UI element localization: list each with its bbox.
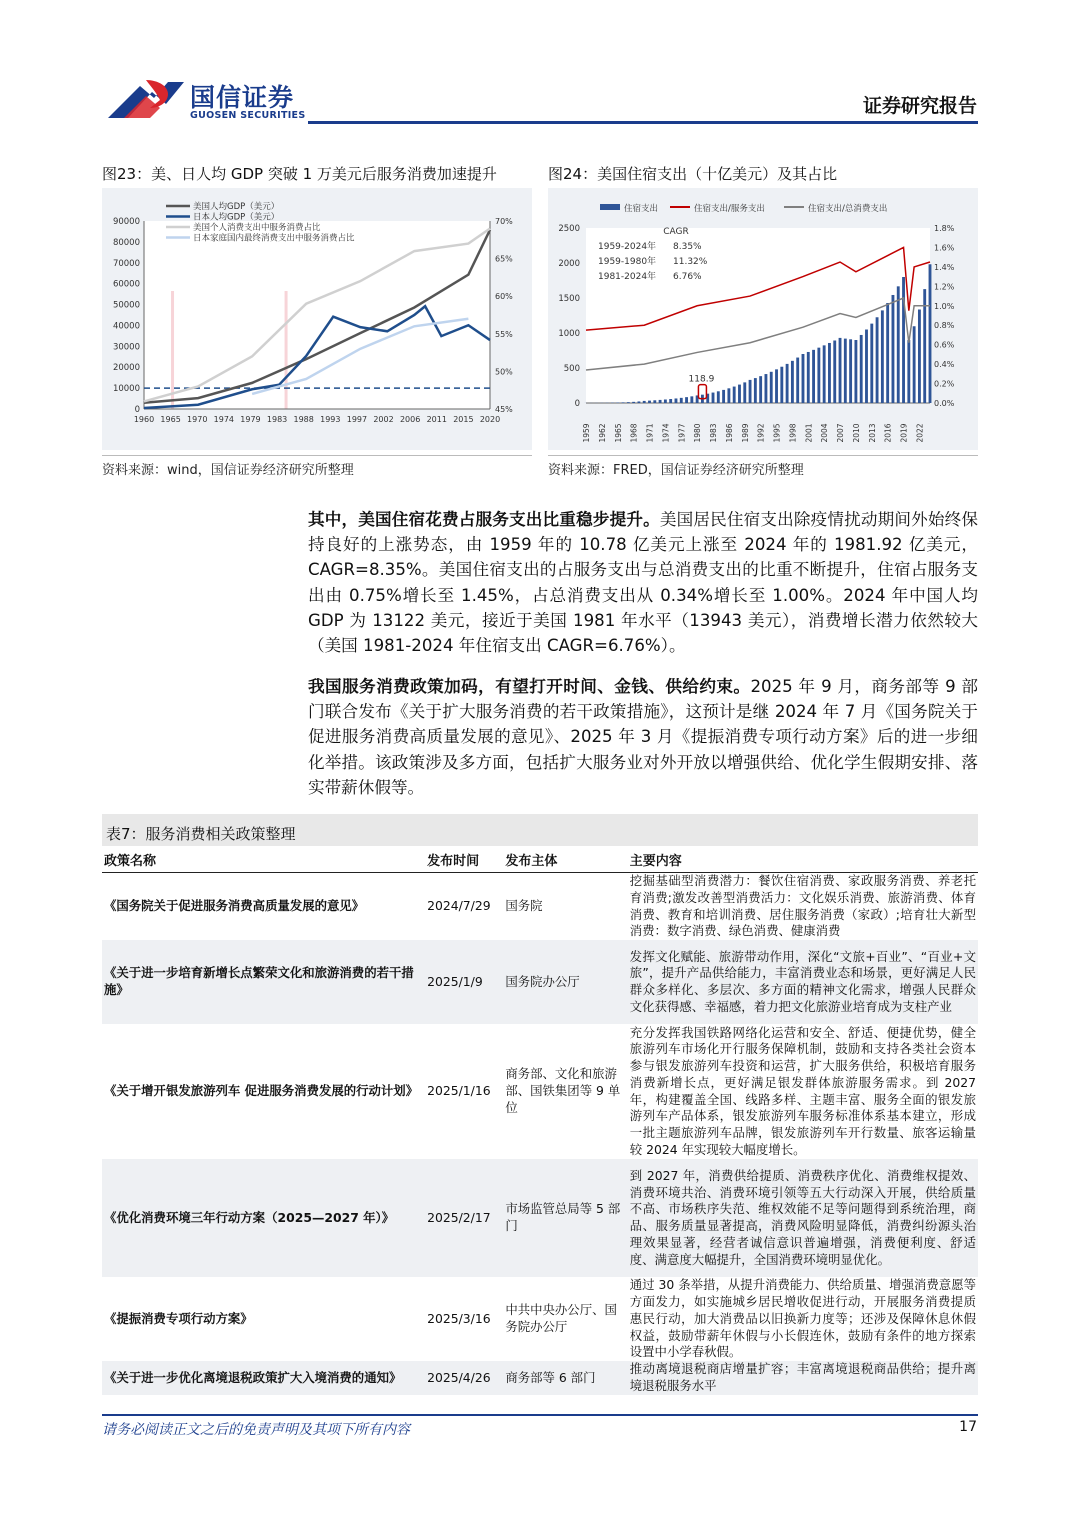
bar-1985 [722,390,725,403]
bar-1970 [643,401,646,403]
disclaimer-note: 请务必阅读正文之后的免责声明及其项下所有内容 [102,1422,410,1438]
policy-name: 《关于进一步优化离境退税政策扩大入境消费的通知》 [102,1361,425,1395]
bar-2007 [839,338,842,403]
x-tick-label: 2016 [883,423,893,443]
x-tick-label: 2015 [453,415,474,424]
policy-content: 发挥文化赋能、旅游带动作用，深化“文旅+百业”、“百业+文旅”，提升产品供给能力，丰富消费业态和场景，更好满足人民群众多样化、多层次、多方面的精神文化需求，增强人民群众文化获得感、幸福感，着力把文化旅游业培育成为支柱产业 [628,940,978,1024]
x-tick-label: 1960 [133,415,155,424]
bar-2002 [812,350,815,403]
bar-1974 [664,399,667,403]
policy-issuer: 商务部等 6 部门 [503,1361,627,1395]
bar-1973 [659,400,662,403]
y-right-tick-label: 0.6% [934,340,955,350]
x-tick-label: 1968 [629,423,639,443]
x-tick-label: 2022 [915,423,925,443]
x-tick-label: 1980 [693,423,703,443]
bar-2005 [828,343,831,403]
y-right-tick-label: 65% [495,254,513,264]
policy-name: 《国务院关于促进服务消费高质量发展的意见》 [102,873,425,941]
report-type-label: 证券研究报告 [862,95,977,117]
bar-1984 [717,391,720,403]
y-left-tick-label: 90000 [112,217,140,227]
y-left-tick-label: 2000 [558,259,580,269]
y-left-tick-label: 1000 [558,329,580,339]
y-left-tick-label: 500 [563,364,580,374]
bar-2019 [902,277,905,403]
x-tick-label: 1970 [187,415,208,424]
bar-2012 [865,330,868,403]
x-tick-label: 2002 [373,415,394,424]
bar-1979 [690,396,693,403]
bar-2006 [833,340,836,403]
policy-name: 《提振消费专项行动方案》 [102,1277,425,1361]
x-tick-label: 1988 [293,415,314,424]
x-tick-label: 1974 [213,415,235,424]
legend-swatch [600,204,620,210]
col-header-content: 主要内容 [628,847,978,873]
y-left-tick-label: 70000 [112,258,140,269]
bar-2014 [876,317,879,403]
y-left-tick-label: 0 [574,399,580,409]
bar-2013 [870,324,873,403]
y-right-tick-label: 45% [495,405,513,414]
policy-issuer: 商务部、文化和旅游部、国铁集团等 9 单位 [503,1024,627,1159]
bar-1969 [637,401,640,403]
header-divider [308,121,978,124]
bar-2008 [844,339,847,403]
y-left-tick-label: 80000 [112,237,140,248]
policy-issuer: 国务院 [503,873,627,941]
x-tick-label: 1965 [160,415,181,424]
figure-23-title: 图23：美、日人均 GDP 突破 1 万美元后服务消费加速提升 [102,165,497,183]
y-right-tick-label: 1.8% [934,224,955,233]
bar-2024 [929,264,932,403]
x-tick-label: 1977 [677,423,687,443]
table-row [102,1024,978,1159]
table-7-title: 表7：服务消费相关政策整理 [106,825,296,843]
legend-label: 美国个人消费支出中服务消费占比 [193,223,321,233]
guosen-logo-icon [106,78,186,122]
x-tick-label: 1965 [613,423,623,443]
bar-2021 [913,326,916,403]
cagr-row-value: 11.32% [673,257,708,267]
page-number: 17 [959,1419,977,1435]
col-header-date: 发布时间 [425,847,503,873]
legend-label: 住宿支出/服务支出 [694,204,765,214]
paragraph-2-text: 2025 年 9 月，商务部等 9 部门联合发布《关于扩大服务消费的若干政策措施》，这预计是继 2024 年 7 月《国务院关于促进服务消费高质量发展的意见》、2025 年 3 月《提振消费专项行动方案》后的进一步细化举措。该政策涉及多方面，包括扩大服务业对外开放以增强供给、优化学生假期安排、落实带薪休假等。 [308,677,979,797]
y-right-tick-label: 0.8% [934,321,955,331]
bar-1992 [759,376,762,403]
x-tick-label: 2010 [851,423,861,443]
legend-label: 日本家庭国内最终消费支出中服务消费占比 [193,233,355,244]
cagr-row-label: 1981-2024年 [598,272,657,282]
policy-date: 2025/2/17 [425,1159,503,1277]
table-row [102,1361,978,1395]
body-paragraph-2 [308,674,978,800]
policy-name: 《关于进一步培育新增长点繁荣文化和旅游消费的若干措施》 [102,940,425,1024]
policy-content: 通过 30 条举措，从提升消费能力、供给质量、增强消费意愿等方面发力，如实施城乡居民增收促进行动，开展服务消费提质惠民行动，加大消费品以旧换新力度等；还涉及保障休息休假权益，鼓励带薪年休假与小长假连休，鼓励有条件的地方探索设置中小学春秋假。 [629,1277,976,1360]
x-tick-label: 2004 [820,423,830,443]
bar-1977 [680,398,683,403]
x-tick-label: 1997 [346,415,368,424]
bar-2000 [802,354,805,403]
y-left-tick-label: 1500 [558,294,580,304]
x-tick-label: 2006 [399,415,421,424]
col-header-issuer: 发布主体 [503,847,627,873]
bar-2022 [918,310,921,403]
bar-1971 [648,401,651,403]
legend-label: 日本人均GDP（美元） [193,212,280,223]
x-tick-label: 1971 [645,423,655,443]
y-right-tick-label: 70% [495,217,513,226]
policy-content: 充分发挥我国铁路网络化运营和安全、舒适、便捷优势，健全旅游列车市场化开行服务保障机制，鼓励和支持各类社会资本参与银发旅游列车投资和运营，扩大服务供给，积极培育服务消费新增长点，更好满足银发群体旅游服务需求。到 2027 年，构建覆盖全国、线路多样、主题丰富、服务全面的银发旅游列车产品体系，银发旅游列车服务标准体系基本建立，形成一批主题旅游列车品牌，银发旅游列车开行数量、旅客运输量较 2024 年实现较大幅度增长。 [628,1024,978,1159]
bar-1989 [743,382,746,403]
x-tick-label: 1989 [740,423,750,443]
bar-1972 [653,400,656,403]
figure-24-source: 资料来源：FRED，国信证券经济研究所整理 [548,463,804,478]
legend-label: 住宿支出 [624,204,659,214]
x-tick-label: 1962 [597,423,607,443]
legend-label: 住宿支出/总消费支出 [808,204,888,214]
bar-2016 [886,303,889,403]
plot-area [144,221,490,409]
policy-date: 2025/3/16 [425,1277,503,1361]
bar-1999 [796,358,799,403]
bar-1990 [749,380,752,403]
x-tick-label: 1959 [582,423,591,443]
table-header-row [102,847,978,873]
bar-1995 [775,369,778,403]
table-7-title-bar [102,814,978,846]
bar-1976 [675,398,678,403]
figure-24-svg [548,188,978,450]
policy-issuer: 中共中央办公厅、国务院办公厅 [503,1277,627,1361]
bar-1978 [685,397,688,403]
y-right-tick-label: 1.0% [934,301,955,311]
paragraph-1-lead: 其中，美国住宿花费占服务支出比重稳步提升。 [308,510,660,529]
bar-1993 [765,374,768,403]
x-tick-label: 2011 [426,415,447,424]
x-tick-label: 2013 [867,423,877,443]
y-right-tick-label: 0.4% [934,360,955,370]
policy-date: 2025/1/9 [425,940,503,1024]
table-row [102,1277,978,1361]
body-paragraph-1 [308,507,978,658]
paragraph-2-lead: 我国服务消费政策加码，有望打开时间、金钱、供给约束。 [308,677,751,696]
x-tick-label: 1995 [772,423,782,443]
bar-annotation-1981: 118.9 [688,374,715,385]
footer-divider [102,1414,978,1416]
x-tick-label: 1979 [240,415,261,424]
y-right-tick-label: 1.6% [934,243,955,253]
bar-1987 [733,387,736,403]
bar-1997 [786,364,789,403]
figure-24-source-divider [548,455,978,456]
figure-24-chart [548,188,978,450]
policy-issuer: 市场监管总局等 5 部门 [503,1159,627,1277]
y-left-tick-label: 40000 [112,321,140,332]
figure-23-chart [102,188,532,450]
figure-23-svg [102,188,532,450]
cagr-row-value: 6.76% [673,272,702,282]
bar-2009 [849,339,852,403]
y-left-tick-label: 50000 [112,300,140,311]
x-tick-label: 2019 [899,423,909,443]
bar-2015 [881,310,884,403]
bar-2001 [807,352,810,403]
bar-2011 [860,335,863,403]
policy-date: 2025/1/16 [425,1024,503,1159]
x-tick-label: 1983 [709,423,719,443]
bar-1975 [669,399,672,403]
y-left-tick-label: 2500 [558,224,580,234]
y-right-tick-label: 0.2% [934,379,955,389]
logo-text-cn: 国信证券 [190,83,295,112]
bar-1991 [754,378,757,403]
figure-24-title: 图24：美国住宿支出（十亿美元）及其占比 [548,165,838,183]
y-left-tick-label: 10000 [112,384,140,395]
bar-1968 [632,402,635,403]
bar-1986 [727,388,730,403]
bar-1966 [622,402,625,403]
bar-1998 [791,361,794,403]
y-left-tick-label: 30000 [112,342,140,353]
bar-2018 [897,286,900,403]
policy-date: 2024/7/29 [425,873,503,941]
y-right-tick-label: 0.0% [934,399,955,408]
bar-2020 [907,340,910,403]
x-tick-label: 1983 [266,415,288,424]
page-header [0,0,1080,130]
highlight-band [171,291,174,409]
bar-1967 [627,402,630,403]
y-right-tick-label: 1.4% [934,262,955,272]
bar-2010 [854,340,857,403]
policy-content: 挖掘基础型消费潜力：餐饮住宿消费、家政服务消费、养老托育消费;激发改善型消费活力：文化娱乐消费、旅游消费、体育消费、教育和培训消费、居住服务消费（家政）;培育壮大新型消费：数字消费、绿色消费、健康消费 [629,873,976,939]
col-header-name: 政策名称 [102,847,425,873]
policy-content: 推动离境退税商店增量扩容；丰富离境退税商品供给；提升离境退税服务水平 [629,1361,976,1394]
x-tick-label: 2020 [479,415,501,424]
bar-1988 [738,385,741,403]
cagr-row-value: 8.35% [673,242,702,252]
table-row [102,873,978,941]
policy-date: 2025/4/26 [425,1361,503,1395]
highlight-band [285,291,288,409]
table-row [102,1159,978,1277]
x-tick-label: 1992 [756,423,766,443]
figure-23-source: 资料来源：wind，国信证券经济研究所整理 [102,463,354,478]
x-tick-label: 1974 [661,423,671,443]
cagr-row-label: 1959-2024年 [598,242,657,252]
x-tick-label: 1993 [320,415,341,424]
x-tick-label: 1986 [724,423,734,443]
cagr-row-label: 1959-1980年 [598,257,657,267]
x-tick-label: 2001 [804,423,814,443]
bar-2004 [823,345,826,403]
y-left-tick-label: 0 [134,405,140,415]
figure-23-source-divider [102,455,532,456]
policy-issuer: 国务院办公厅 [503,940,627,1024]
policy-table [102,847,978,1395]
policy-content: 到 2027 年，消费供给提质、消费秩序优化、消费维权提效、消费环境共治、消费环境引领等五大行动深入开展，供给质量不高、市场秩序失范、维权效能不足等问题得到系统治理，商品、服务质量显著提高，消费风险明显降低，消费纠纷源头治理效果显著，经营者诚信意识普遍增强，消费便利度、舒适度、满意度大幅提升，全国消费环境明显优化。 [628,1159,978,1277]
y-left-tick-label: 20000 [112,363,140,374]
y-right-tick-label: 55% [495,329,513,339]
y-right-tick-label: 50% [495,367,513,377]
bar-1994 [770,372,773,403]
bar-2003 [817,348,820,403]
bar-1983 [712,393,715,403]
legend-label: 美国人均GDP（美元） [193,202,280,212]
bar-2017 [892,295,895,403]
table-row [102,940,978,1024]
x-tick-label: 2007 [836,423,846,443]
paragraph-1-text: 美国居民住宿支出除疫情扰动期间外始终保持良好的上涨势态，由 1959 年的 10.78 亿美元上涨至 2024 年的 1981.92 亿美元，CAGR=8.35%。美国住宿支出的占服务支出与总消费支出的比重不断提升，住宿占服务支出由 0.75%增长至 1.45%，占总消费支出从 0.34%增长至 1.00%。2024 年中国人均 GDP 为 13122 美元，接近于美国 1981 年水平（13943 美元），消费增长潜力依然较大（美国 1981-2024 年住宿支出 CAGR=6.76%）。 [308,510,979,656]
cagr-title: CAGR [663,227,689,237]
y-right-tick-label: 60% [495,292,513,302]
y-left-tick-label: 60000 [112,279,140,290]
logo-text-en: GUOSEN SECURITIES [190,110,306,121]
policy-name: 《优化消费环境三年行动方案（2025—2027 年）》 [102,1159,425,1277]
bar-1996 [780,367,783,403]
policy-name: 《关于增开银发旅游列车 促进服务消费发展的行动计划》 [102,1024,425,1159]
y-right-tick-label: 1.2% [934,282,955,292]
x-tick-label: 1998 [788,423,798,443]
